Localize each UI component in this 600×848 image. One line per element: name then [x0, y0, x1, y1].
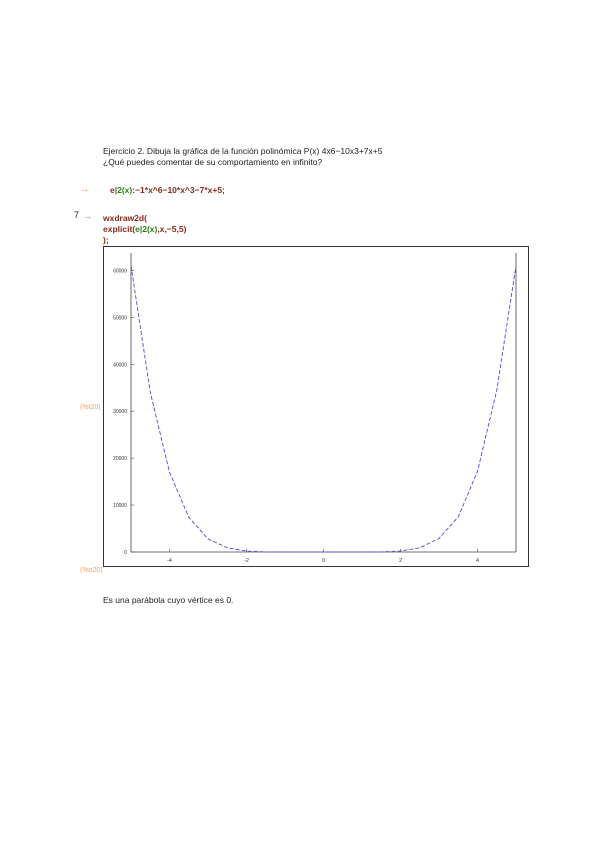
x-tick-label: 4: [475, 558, 480, 564]
input-marker-arrow-icon[interactable]: →: [80, 184, 89, 194]
code-token: explicit(: [103, 224, 136, 234]
y-tick-label: 20000: [113, 456, 127, 463]
x-tick-label: -2: [244, 558, 249, 564]
y-tick-label: 40000: [113, 362, 127, 369]
y-tick-label: 60000: [113, 268, 127, 275]
cell-2-code-line-2[interactable]: [103, 224, 186, 234]
input-marker-arrow-icon[interactable]: →: [83, 211, 92, 221]
x-tick-label: 2: [398, 558, 403, 564]
plot-frame: [103, 246, 529, 567]
exercise-line-1: Ejercicio 2. Dibuja la gráfica de la función polinómica P(x) 4x6−10x3+7x+5: [103, 146, 383, 156]
cell-2-code-line-3[interactable]: );: [103, 235, 109, 245]
y-tick-label: 10000: [113, 503, 127, 510]
code-token: e: [110, 185, 115, 195]
answer-comment: Es una parábola cuyo vértice es 0.: [103, 595, 234, 605]
exercise-line-2: ¿Qué puedes comentar de su comportamiento en infinito?: [103, 157, 323, 167]
series-line: [131, 266, 516, 552]
cell-1-code[interactable]: [110, 185, 225, 195]
cell-number: 7: [74, 210, 80, 220]
x-tick-label: 0: [321, 558, 326, 564]
y-tick-label: 0: [124, 550, 127, 556]
code-function-token: |2(x): [114, 185, 133, 195]
y-tick-label: 50000: [113, 315, 127, 322]
cell-2-code-line-1[interactable]: wxdraw2d(: [103, 213, 147, 223]
code-token: :−1*x^6−10*x^3−7*x+5;: [132, 185, 225, 195]
output-label-top: (%t20): [80, 404, 101, 411]
y-tick-label: 30000: [113, 409, 127, 416]
chart-svg: [104, 247, 528, 566]
output-label-bottom: (%o20): [80, 567, 103, 574]
code-function-token: e|2(x): [135, 224, 158, 234]
code-token: ,x,−5,5): [157, 224, 187, 234]
x-tick-label: -4: [167, 558, 172, 564]
